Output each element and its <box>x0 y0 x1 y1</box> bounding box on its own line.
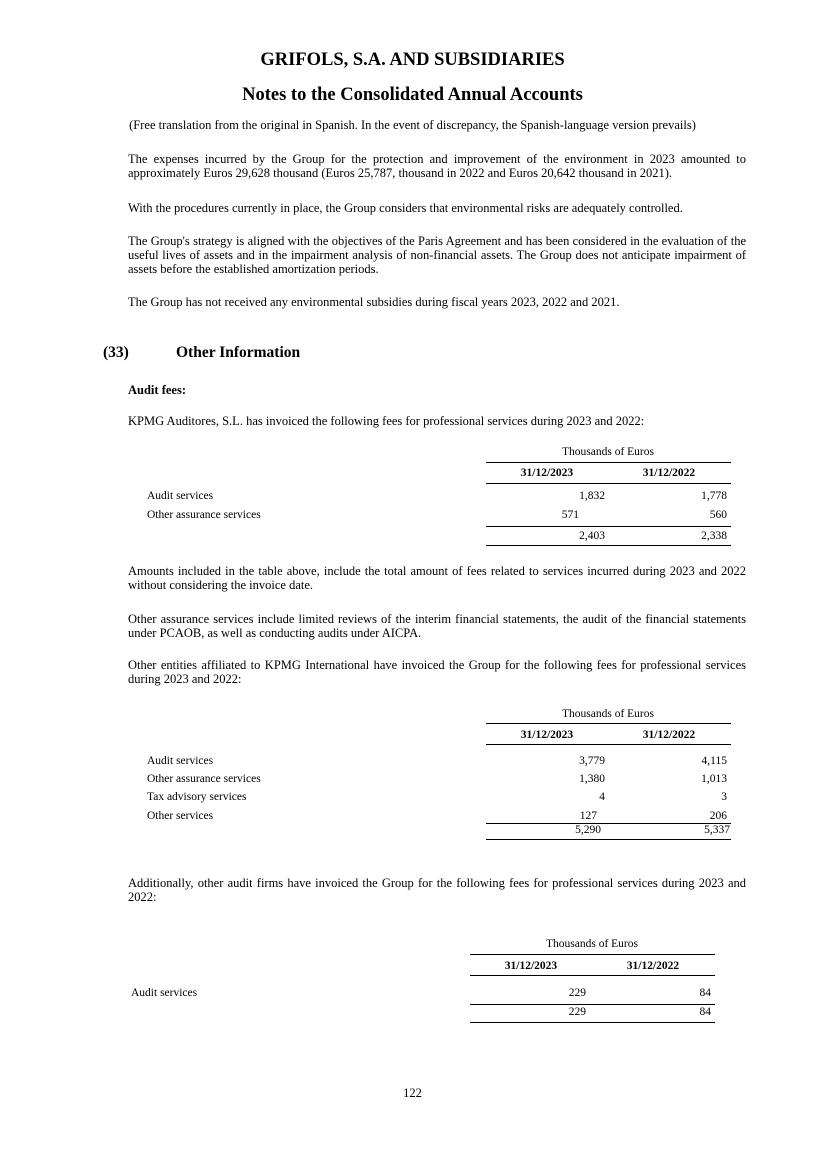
env-expenses-paragraph: The expenses incurred by the Group for the protection and improvement of the environment in 2023 amounted to approximately Euros 29,628 thousand (Euros 25,787, thousand in 2022 and Euros 20,642 thousand in 2021). <box>128 152 746 180</box>
table-caption: Thousands of Euros <box>562 708 654 720</box>
value-2022: 1,013 <box>701 773 727 785</box>
table-caption: Thousands of Euros <box>562 446 654 458</box>
other-audit-firms-paragraph: Additionally, other audit firms have invoiced the Group for the following fees for professional services during 2023 and 2022: <box>128 876 746 904</box>
audit-fees-subheading: Audit fees: <box>128 383 186 397</box>
total-2023: 229 <box>568 1006 586 1018</box>
table-caption: Thousands of Euros <box>546 938 638 950</box>
kpmg-intro-paragraph: KPMG Auditores, S.L. has invoiced the following fees for professional services during 2023 and 2022: <box>128 414 645 428</box>
row-label: Audit services <box>131 987 198 999</box>
column-header-2023: 31/12/2023 <box>520 467 574 479</box>
table-rule <box>486 483 731 484</box>
column-header-2023: 31/12/2023 <box>504 960 558 972</box>
table-rule <box>486 723 731 724</box>
document-title: Notes to the Consolidated Annual Accounts <box>242 85 583 105</box>
value-2022: 4,115 <box>701 755 727 767</box>
value-2022: 84 <box>699 987 711 999</box>
row-label: Audit services <box>147 755 214 767</box>
table-rule <box>486 462 731 463</box>
table-rule <box>486 744 731 745</box>
total-2023: 5,290 <box>575 824 601 836</box>
table-rule <box>470 975 715 976</box>
total-2022: 84 <box>699 1006 711 1018</box>
env-subsidies-paragraph: The Group has not received any environmental subsidies during fiscal years 2023, 2022 and 2021. <box>128 295 620 309</box>
translation-disclaimer: (Free translation from the original in Spanish. In the event of discrepancy, the Spanish-language version prevails) <box>129 118 696 132</box>
total-2022: 5,337 <box>704 824 730 836</box>
row-label: Tax advisory services <box>147 791 247 803</box>
value-2023: 4 <box>599 791 605 803</box>
section-title: Other Information <box>176 344 301 361</box>
value-2023: 3,779 <box>579 755 605 767</box>
other-assurance-note-paragraph: Other assurance services include limited reviews of the interim financial statements, the audit of the financial statements under PCAOB, as well as conducting audits under AICPA. <box>128 612 746 640</box>
value-2023: 571 <box>561 509 579 521</box>
paris-agreement-paragraph: The Group's strategy is aligned with the objectives of the Paris Agreement and has been considered in the evaluation of the useful lives of assets and in the impairment analysis of non-financial assets. The Group does not anticipate impairment of assets before the established amortization periods. <box>128 234 746 276</box>
column-header-2022: 31/12/2022 <box>626 960 680 972</box>
amounts-note-paragraph: Amounts included in the table above, include the total amount of fees related to services incurred during 2023 and 2022 without considering the invoice date. <box>128 564 746 592</box>
table-rule <box>486 526 731 527</box>
table-rule <box>486 839 731 840</box>
total-2023: 2,403 <box>579 530 605 542</box>
value-2023: 1,380 <box>579 773 605 785</box>
column-header-2022: 31/12/2022 <box>642 467 696 479</box>
value-2022: 206 <box>709 810 727 822</box>
row-label: Audit services <box>147 490 214 502</box>
value-2023: 229 <box>568 987 586 999</box>
column-header-2023: 31/12/2023 <box>520 729 574 741</box>
page-number: 122 <box>403 1086 422 1100</box>
table-rule <box>470 1022 715 1023</box>
company-title: GRIFOLS, S.A. AND SUBSIDIARIES <box>260 50 565 70</box>
value-2022: 1,778 <box>701 490 727 502</box>
row-label: Other assurance services <box>147 509 261 521</box>
value-2022: 560 <box>709 509 727 521</box>
section-number: (33) <box>103 344 129 361</box>
table-rule <box>486 545 731 546</box>
column-header-2022: 31/12/2022 <box>642 729 696 741</box>
value-2022: 3 <box>721 791 727 803</box>
value-2023: 1,832 <box>579 490 605 502</box>
value-2023: 127 <box>579 810 597 822</box>
env-risk-paragraph: With the procedures currently in place, the Group considers that environmental risks are adequately controlled. <box>128 201 683 215</box>
total-2022: 2,338 <box>701 530 727 542</box>
row-label: Other assurance services <box>147 773 261 785</box>
table-rule <box>470 1004 715 1005</box>
table-rule <box>470 954 715 955</box>
row-label: Other services <box>147 810 214 822</box>
kpmg-international-paragraph: Other entities affiliated to KPMG International have invoiced the Group for the following fees for professional services during 2023 and 2022: <box>128 658 746 686</box>
